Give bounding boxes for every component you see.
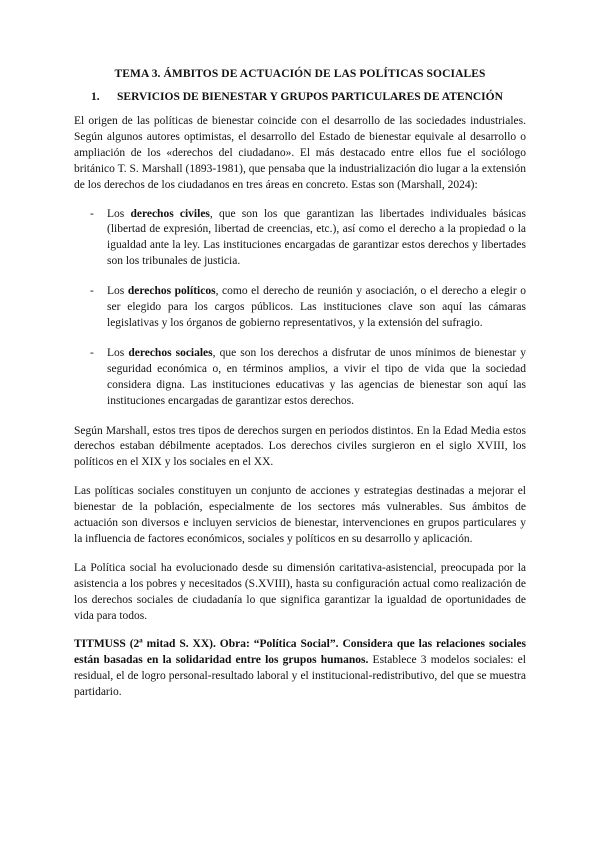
- rights-lead: Los: [107, 207, 131, 220]
- titmuss-paragraph: [74, 637, 526, 701]
- rights-text: , que son los que garantizan las libertades individuales básicas (libertad de expresión, libertad de creencias, etc.), así como el derecho a la propiedad o la igualdad ante la ley. Las instituciones encargadas de garantizar estos derechos y libertades son los tribunales de justicia.: [107, 207, 526, 268]
- list-dash: -: [90, 346, 94, 359]
- intro-paragraph: El origen de las políticas de bienestar coincide con el desarrollo de las sociedades industriales. Según algunos autores optimistas, el desarrollo del Estado de bienestar equivale al desarrollo o ampliación de los «derechos del ciudadano». El más destacado entre ellos fue el sociólogo británico T. S. Marshall (1893-1981), que pensaba que la industrialización dio lugar a la extensión de los derechos de los ciudadanos en tres áreas en concreto. Estas son (Marshall, 2024):: [74, 115, 526, 191]
- list-dash: -: [90, 285, 94, 298]
- rights-item-social: [74, 346, 526, 410]
- rights-lead: Los: [107, 285, 128, 298]
- titmuss-bold-text: TITMUSS (2ª mitad S. XX). Obra: “Política Social”. Considera que las relaciones sociales están basadas en la solidaridad entre los grupos humanos.: [74, 638, 526, 667]
- section-title: SERVICIOS DE BIENESTAR Y GRUPOS PARTICULARES DE ATENCIÓN: [117, 91, 503, 103]
- evolution-paragraph: La Política social ha evolucionado desde su dimensión caritativa-asistencial, preocupada por la asistencia a los pobres y necesitados (S.XVIII), hasta su configuración actual como realización de los derechos sociales de ciudadanía lo que significa garantizar la igualdad de oportunidades de vida para todos.: [74, 561, 526, 622]
- section-heading: [91, 91, 526, 103]
- rights-item-political: [74, 284, 526, 332]
- section-number: 1.: [91, 91, 100, 103]
- rights-list: [74, 207, 526, 410]
- list-dash: -: [90, 207, 94, 220]
- titmuss-text: Establece 3 modelos sociales: el residual, el de logro personal-resultado laboral y el institucional-redistributivo, del que se muestra partidario.: [74, 654, 526, 699]
- rights-text: , como el derecho de reunión y asociación, o el derecho a elegir o ser elegido para los cargos públicos. Las instituciones clave son aquí las cámaras legislativas y los órganos de gobierno representativos, y la extensión del sufragio.: [107, 285, 526, 329]
- rights-term: derechos civiles: [130, 207, 210, 220]
- document-title: TEMA 3. ÁMBITOS DE ACTUACIÓN DE LAS POLÍTICAS SOCIALES: [114, 68, 486, 80]
- rights-text: , que son los derechos a disfrutar de unos mínimos de bienestar y seguridad económica o, en términos amplios, a vivir el tipo de vida que la sociedad considera digna. Las instituciones educativas y las agencias de bienestar son aquí las instituciones encargadas de garantizar estos derechos.: [107, 346, 526, 407]
- policies-paragraph: Las políticas sociales constituyen un conjunto de acciones y estrategias destinadas a mejorar el bienestar de la población, especialmente de los sectores más vulnerables. Sus ámbitos de actuación son diversos e incluyen servicios de bienestar, intervenciones en grupos particulares y la influencia de factores económicos, sociales y políticos en su desarrollo y aplicación.: [74, 485, 526, 545]
- rights-lead: Los: [107, 346, 129, 359]
- rights-term: derechos sociales: [128, 346, 213, 359]
- rights-item-civil: [74, 207, 526, 271]
- rights-term: derechos políticos: [127, 285, 216, 298]
- marshall-paragraph: Según Marshall, estos tres tipos de derechos surgen en periodos distintos. En la Edad Media estos derechos estaban débilmente aceptados. Los derechos civiles surgieron en el siglo XVIII, los políticos en el XIX y los sociales en el XX.: [74, 424, 526, 469]
